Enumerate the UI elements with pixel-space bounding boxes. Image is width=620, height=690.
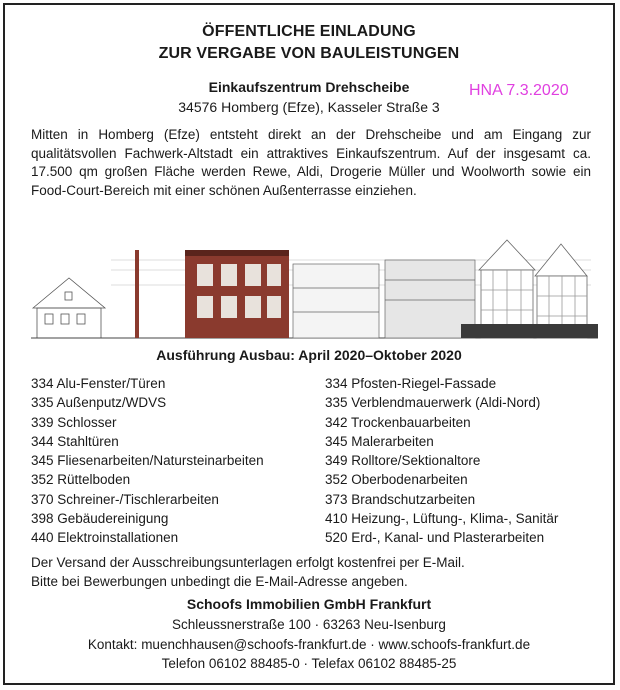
lot-item: 335 Verblendmauerwerk (Aldi-Nord) xyxy=(325,395,541,411)
dispatch-notice-line-1: Der Versand der Ausschreibungsunterlagen erfolgt kostenfrei per E-Mail. xyxy=(31,555,465,570)
project-name: Einkaufszentrum Drehscheibe xyxy=(208,79,410,95)
lot-item: 373 Brandschutzarbeiten xyxy=(325,491,476,507)
project-address: 34576 Homberg (Efze), Kasseler Straße 3 xyxy=(178,99,440,115)
lot-item: 344 Stahltüren xyxy=(31,433,119,449)
lot-item: 342 Trockenbauarbeiten xyxy=(325,414,471,430)
lot-item: 520 Erd-, Kanal- und Plasterarbeiten xyxy=(325,530,545,546)
newspaper-date-stamp: HNA 7.3.2020 xyxy=(469,82,569,99)
lot-item: 334 Alu-Fenster/Türen xyxy=(31,376,166,391)
company-contact-block xyxy=(5,615,613,674)
title-line-1: ÖFFENTLICHE EINLADUNG xyxy=(202,23,416,40)
dispatch-notice xyxy=(31,553,465,591)
company-street: Schleussnerstraße 100 · 63263 Neu-Isenburg xyxy=(172,617,446,632)
street-band xyxy=(461,324,598,338)
dispatch-notice-line-2: Bitte bei Bewerbungen unbedingt die E-Mail-Adresse angeben. xyxy=(31,574,408,589)
lot-item: 352 Oberbodenarbeiten xyxy=(325,472,468,488)
tender-advertisement xyxy=(3,3,615,685)
lot-list-left xyxy=(31,374,264,548)
lot-item: 339 Schlosser xyxy=(31,414,117,430)
company-name: Schoofs Immobilien GmbH Frankfurt xyxy=(186,596,432,612)
lot-item: 335 Außenputz/WDVS xyxy=(31,395,167,411)
lot-list-right xyxy=(325,374,558,548)
lot-item: 349 Rolltore/Sektionaltore xyxy=(325,453,481,469)
lot-item: 370 Schreiner-/Tischlerarbeiten xyxy=(31,491,219,507)
execution-period: Ausführung Ausbau: April 2020–Oktober 2020 xyxy=(156,347,462,363)
lot-item: 410 Heizung-, Lüftung-, Klima-, Sanitär xyxy=(325,511,559,527)
lot-item: 345 Malerarbeiten xyxy=(325,433,434,449)
company-phone: Telefon 06102 88485-0 · Telefax 06102 88485-25 xyxy=(161,656,457,671)
lot-item: 440 Elektroinstallationen xyxy=(31,530,179,546)
building-elevation-illustration xyxy=(31,230,598,340)
company-contact: Kontakt: muenchhausen@schoofs-frankfurt.de · www.schoofs-frankfurt.de xyxy=(87,636,531,652)
lot-item: 334 Pfosten-Riegel-Fassade xyxy=(325,376,497,391)
lot-item: 398 Gebäudereinigung xyxy=(31,511,169,527)
intro-paragraph: Mitten in Homberg (Efze) entsteht direkt an der Drehscheibe und am Eingang zur qualitätsvollen Fachwerk-Altstadt ein attraktives Einkaufszentrum. Auf der insgesamt ca. 17.500 qm großen Fläche werden Rewe, Aldi, Drogerie Müller und Woolworth sowie ein Food-Court-Bereich mit einer schönen Außenterrasse einziehen. xyxy=(31,127,591,198)
title-line-2: ZUR VERGABE VON BAULEISTUNGEN xyxy=(158,45,460,62)
lot-item: 352 Rüttelboden xyxy=(31,472,131,488)
lot-item: 345 Fliesenarbeiten/Natursteinarbeiten xyxy=(31,453,264,469)
